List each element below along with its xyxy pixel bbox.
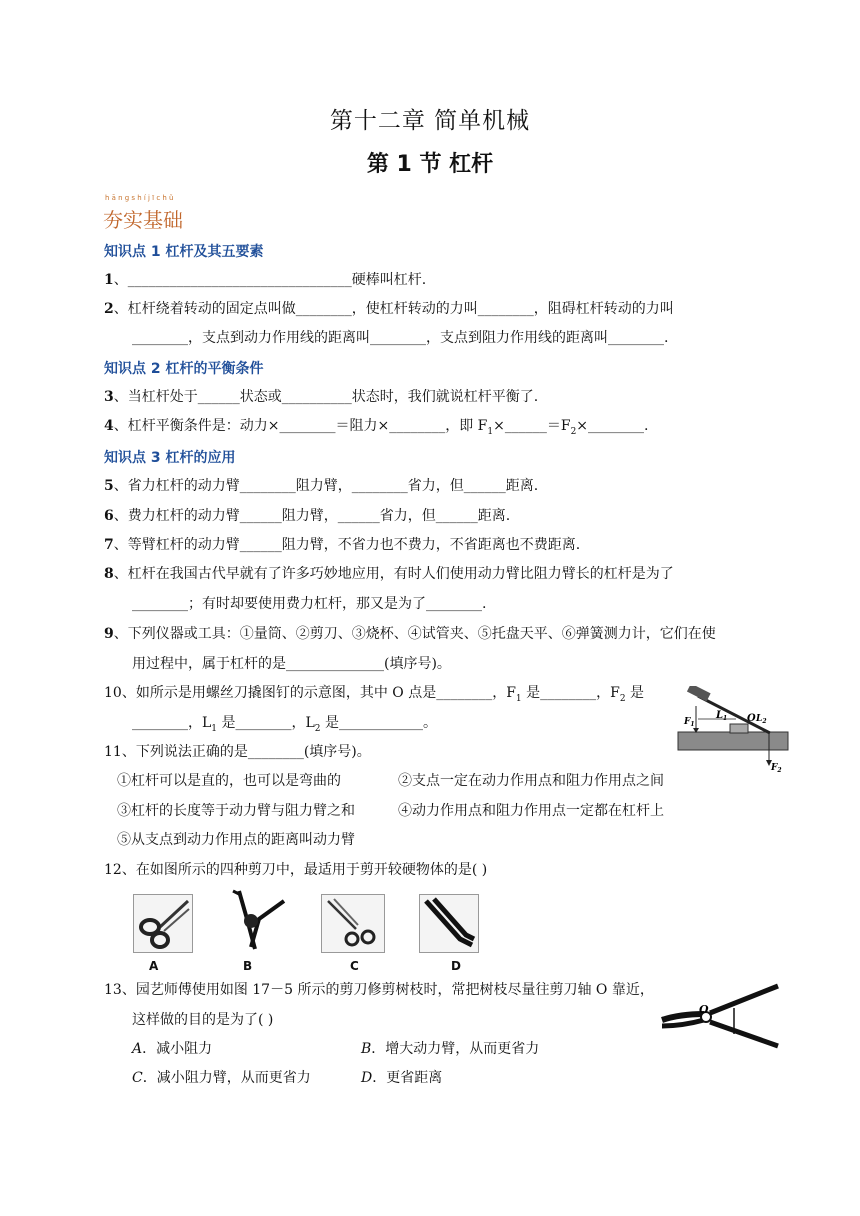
- question-number: 9: [104, 626, 114, 642]
- knowledge-point-1: 知识点 1 杠杆及其五要素: [104, 244, 264, 260]
- choice-c: C．减小阻力臂，从而更省力: [132, 1070, 311, 1086]
- pruning-shears-icon: [229, 889, 291, 952]
- question-text: 、杠杆绕着转动的固定点叫做________，使杠杆转动的力叫________，阻碍杠杆转动的力叫: [113, 301, 674, 317]
- label-o: O: [747, 713, 756, 724]
- question-text: 、当杠杆处于______状态或__________状态时，我们就说杠杆平衡了.: [113, 389, 539, 405]
- question-2-line-1: [104, 299, 674, 319]
- question-number: 3: [104, 389, 114, 405]
- question-number: 12: [104, 862, 122, 878]
- option-label-c: C: [350, 959, 359, 973]
- question-8-line-1: [104, 564, 674, 584]
- question-number: 13: [104, 982, 122, 998]
- option-3: ③杠杆的长度等于动力臂与阻力臂之和: [117, 803, 355, 819]
- question-5: [104, 476, 538, 496]
- question-13-line-2: 这样做的目的是为了( ): [132, 1012, 274, 1028]
- question-text: 、费力杠杆的动力臂______阻力臂，______省力，但______距离.: [113, 508, 511, 524]
- question-text: 、省力杠杆的动力臂________阻力臂，________省力，但______距离.: [113, 478, 539, 494]
- choice-d: D．更省距离: [361, 1070, 443, 1086]
- question-7: [104, 535, 580, 555]
- question-10-line-1: 10、如所示是用螺丝刀撬图钉的示意图，其中 O 点是________，$F_1$ 是________，$F_2$ 是: [104, 685, 645, 704]
- question-text: 、下列仪器或工具：①量筒、②剪刀、③烧杯、④试管夹、⑤托盘天平、⑥弹簧测力计，它们在使: [113, 626, 716, 642]
- question-text: 、杠杆在我国古代早就有了许多巧妙地应用，有时人们使用动力臂比阻力臂长的杠杆是为了: [113, 566, 674, 582]
- scissors-b-image: [229, 889, 291, 952]
- question-text: 、下列说法正确的是________(填序号)。: [121, 744, 371, 760]
- option-2: ②支点一定在动力作用点和阻力作用点之间: [398, 773, 664, 789]
- thread-snips-icon: [420, 895, 478, 952]
- hair-scissors-icon: [322, 895, 384, 952]
- label-o: O: [699, 1003, 709, 1016]
- question-number: 7: [104, 537, 114, 553]
- scissors-a-image: [133, 894, 193, 953]
- question-6: [104, 506, 510, 526]
- pinyin-ruby: hāngshíjīchǔ: [105, 194, 176, 202]
- scissors-d-image: [419, 894, 479, 953]
- choice-a: A．减小阻力: [132, 1041, 213, 1057]
- question-number: 2: [104, 301, 114, 317]
- question-number: 6: [104, 508, 114, 524]
- choice-b: B．增大动力臂，从而更省力: [361, 1041, 540, 1057]
- scissors-icon: [134, 895, 192, 952]
- question-text: 、在如图所示的四种剪刀中，最适用于剪开较硬物体的是( ): [121, 862, 488, 878]
- question-number: 1: [104, 272, 114, 288]
- scissors-c-image: [321, 894, 385, 953]
- question-12: [104, 860, 487, 880]
- question-number: 5: [104, 478, 114, 494]
- option-1: ①杠杆可以是直的，也可以是弯曲的: [117, 773, 341, 789]
- screwdriver-lever-figure: [676, 686, 790, 772]
- label-l2: $L_2$: [756, 714, 767, 725]
- question-text: 、等臂杠杆的动力臂______阻力臂，不省力也不费力，不省距离也不费距离.: [113, 537, 581, 553]
- option-label-d: D: [451, 959, 461, 973]
- knowledge-point-3: 知识点 3 杠杆的应用: [104, 450, 236, 466]
- option-5: ⑤从支点到动力作用点的距离叫动力臂: [117, 832, 355, 848]
- question-number: 4: [104, 418, 114, 434]
- question-text: 、________________________________硬棒叫杠杆.: [113, 272, 427, 288]
- question-number: 8: [104, 566, 114, 582]
- label-f1: $F_1$: [684, 717, 695, 728]
- question-9-line-2: 用过程中，属于杠杆的是______________(填序号)。: [132, 656, 451, 672]
- question-8-line-2: ________；有时却要使用费力杠杆，那又是为了________.: [132, 596, 487, 612]
- option-label-b: B: [243, 959, 253, 973]
- garden-shears-figure: [660, 980, 780, 1052]
- question-2-line-2: ________，支点到动力作用线的距离叫________，支点到阻力作用线的距离叫________.: [132, 330, 669, 346]
- question-number: 11: [104, 744, 122, 760]
- question-1: [104, 270, 426, 290]
- question-9-line-1: [104, 624, 716, 644]
- label-l1: $L_1$: [716, 710, 728, 722]
- chapter-title: 第十二章 简单机械: [329, 108, 531, 134]
- knowledge-point-2: 知识点 2 杠杆的平衡条件: [104, 361, 264, 377]
- question-number: 10: [104, 685, 122, 701]
- question-11: [104, 742, 371, 762]
- question-3: [104, 387, 538, 407]
- option-label-a: A: [149, 959, 159, 973]
- question-13-line-1: [104, 980, 654, 1000]
- section-title: 第 1 节 杠杆: [366, 152, 494, 177]
- section-heading: 夯实基础: [103, 208, 183, 232]
- option-4: ④动力作用点和阻力作用点一定都在杠杆上: [398, 803, 664, 819]
- question-4: 4、杠杆平衡条件是：动力×________＝阻力×________，即 $F_1\times\_\_\_\_\_\_=F_2\times\_\_\_\_\_\_\_\_$.: [104, 418, 649, 437]
- label-f2: $F_2$: [771, 763, 782, 772]
- question-10-line-2: ________，$L_1$ 是________，$L_2$ 是____________。: [132, 715, 437, 734]
- question-text: 、园艺师傅使用如图 17－5 所示的剪刀修剪树枝时，常把树枝尽量往剪刀轴 O 靠近，: [121, 982, 654, 998]
